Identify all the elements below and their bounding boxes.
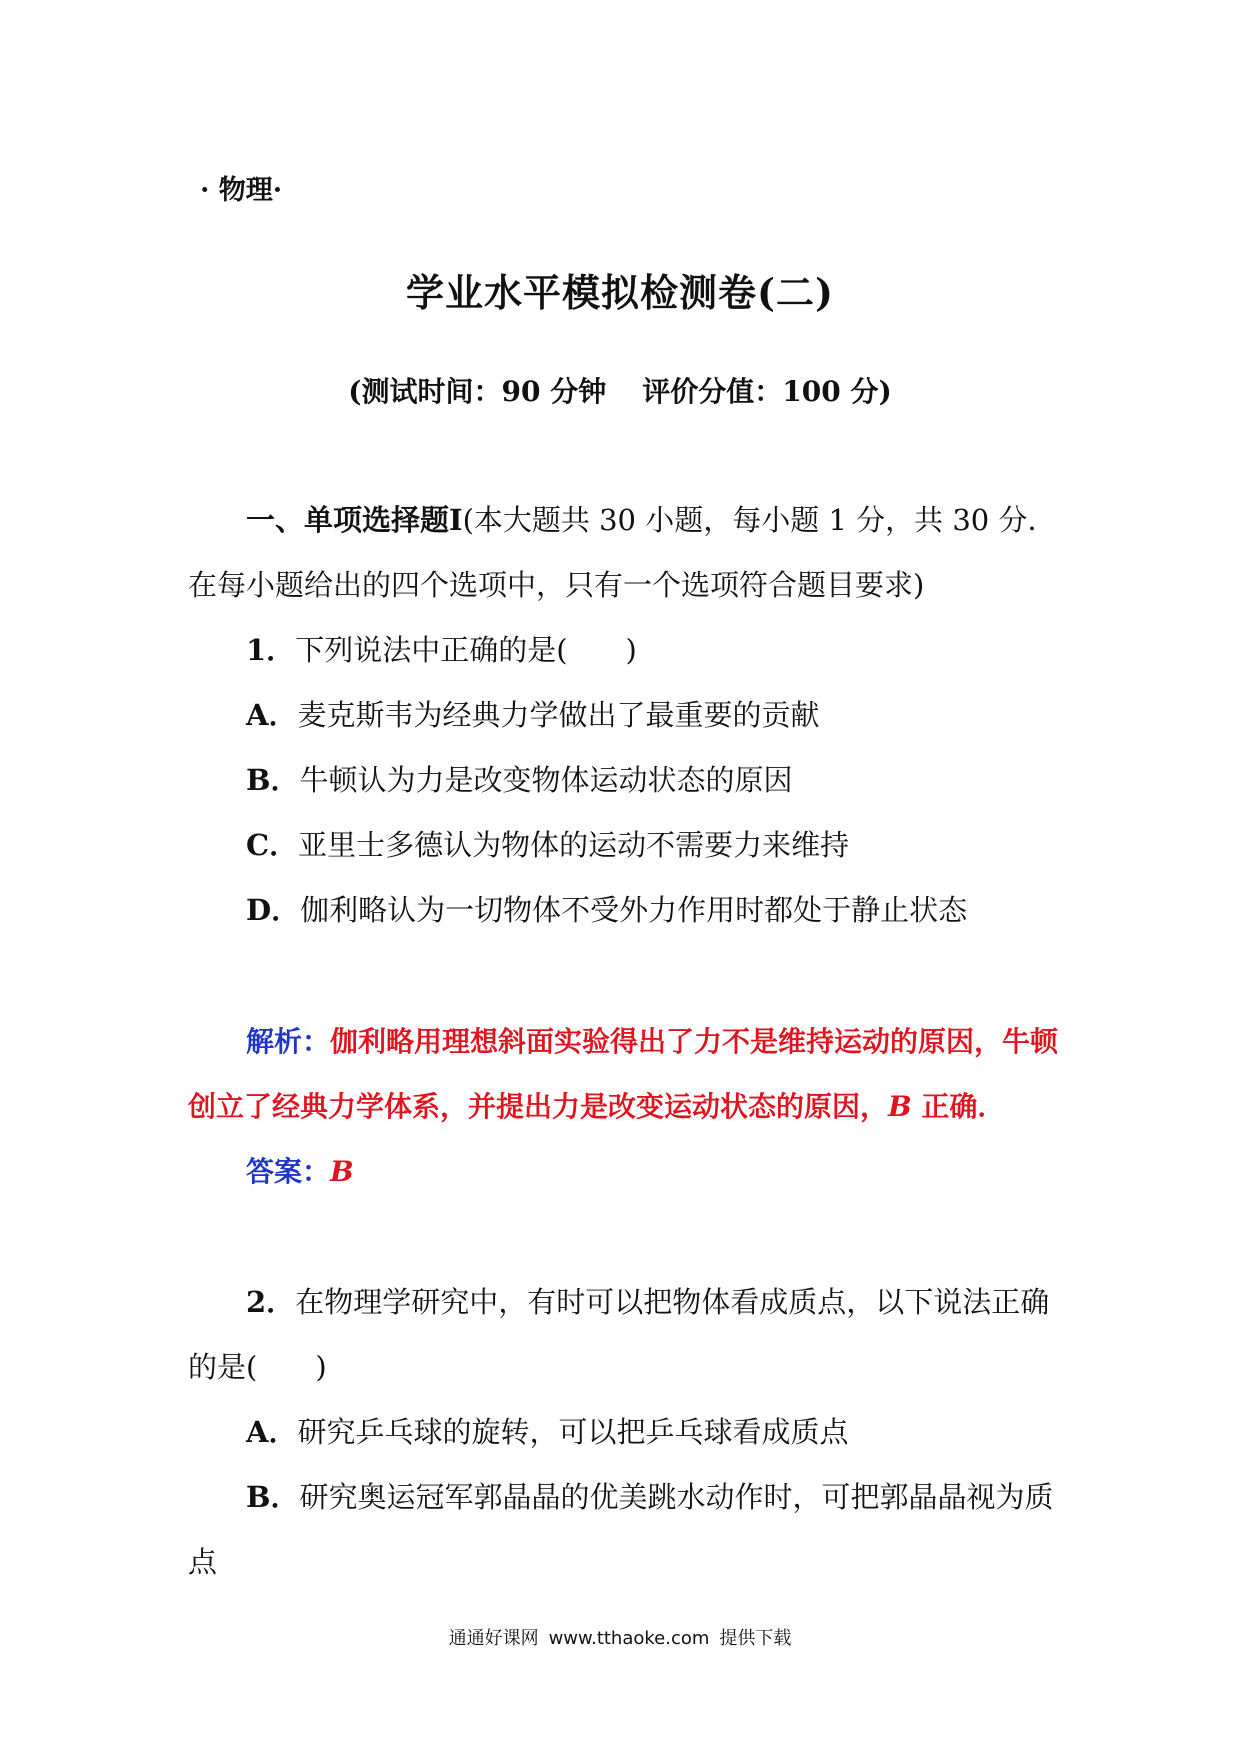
option-item — [188, 813, 1068, 878]
option-text: 研究奥运冠军郭晶晶的优美跳水动作时，可把郭晶晶视为质点 — [188, 1480, 1054, 1579]
analysis-paragraph — [188, 1009, 1068, 1139]
analysis-label: 解析： — [246, 1025, 331, 1058]
answer-line — [188, 1139, 1068, 1204]
option-item — [188, 748, 1068, 813]
question-number: 1． — [246, 633, 296, 667]
score-label: 评价分值：100 分) — [642, 375, 892, 408]
option-letter: C． — [246, 828, 299, 862]
section-heading — [188, 488, 1068, 618]
time-label: (测试时间：90 分钟 — [348, 375, 607, 408]
exam-meta — [0, 370, 1240, 410]
option-letter: B． — [246, 763, 300, 797]
option-item — [188, 1400, 1068, 1465]
footer-site-name: 通通好课网 — [448, 1628, 539, 1649]
section-heading-title: 一、单项选择题Ⅰ — [246, 503, 463, 537]
option-letter: B． — [246, 1480, 300, 1514]
analysis-end: 正确． — [911, 1090, 1006, 1123]
option-item — [188, 878, 1068, 943]
option-text: 牛顿认为力是改变物体运动状态的原因 — [299, 763, 793, 797]
option-item — [188, 683, 1068, 748]
answer-value: B — [330, 1155, 354, 1188]
analysis-text: 伽利略用理想斜面实验得出了力不是维持运动的原因，牛顿创立了经典力学体系，并提出力是改变运动状态的原因， — [188, 1025, 1059, 1123]
footer-url[interactable]: www.tthaoke.com — [548, 1628, 710, 1649]
option-text: 亚里士多德认为物体的运动不需要力来维持 — [298, 828, 850, 862]
question-text: 在物理学研究中，有时可以把物体看成质点，以下说法正确的是( ) — [188, 1285, 1050, 1384]
option-letter: A． — [246, 698, 298, 732]
question-text: 下列说法中正确的是( ) — [295, 633, 637, 667]
section-heading-instructions: (本大题共 30 小题，每小题 1 分，共 30 分．在每小题给出的四个选项中，只有一个选项符合题目要求) — [188, 503, 1057, 602]
exam-content — [188, 488, 1068, 1595]
option-text: 伽利略认为一切物体不受外力作用时都处于静止状态 — [300, 893, 968, 927]
analysis-choice: B — [888, 1090, 912, 1123]
page-footer — [0, 1624, 1240, 1650]
option-letter: D． — [246, 893, 301, 927]
option-text: 麦克斯韦为经典力学做出了最重要的贡献 — [297, 698, 820, 732]
subject-label: · 物理· — [200, 175, 283, 206]
footer-note: 提供下载 — [719, 1628, 792, 1649]
question-number: 2． — [246, 1285, 296, 1319]
option-item — [188, 1465, 1068, 1595]
option-text: 研究乒乓球的旋转，可以把乒乓球看成质点 — [297, 1415, 849, 1449]
answer-label: 答案： — [246, 1155, 331, 1188]
question-stem — [188, 618, 1068, 683]
option-letter: A． — [246, 1415, 298, 1449]
page-title: 学业水平模拟检测卷(二) — [406, 270, 834, 315]
question-stem — [188, 1270, 1068, 1400]
